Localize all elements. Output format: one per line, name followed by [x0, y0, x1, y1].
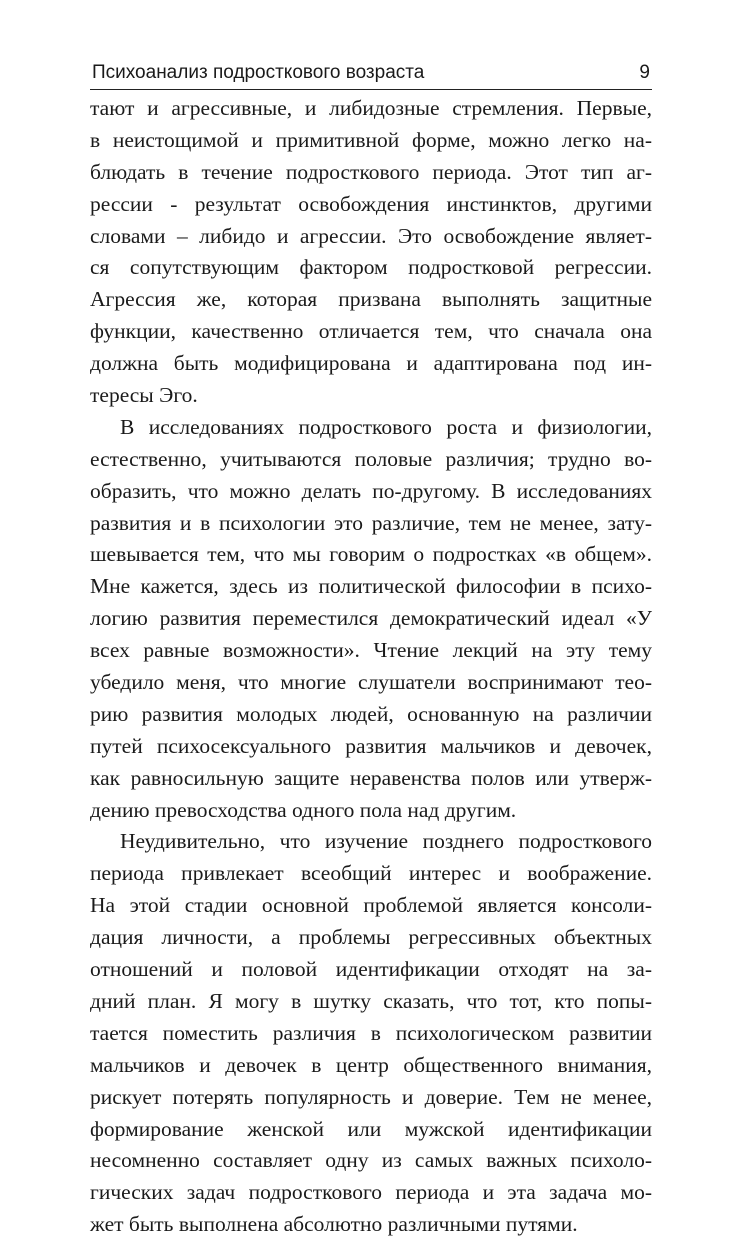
- text-line: жет быть выполнена абсолютно различными путями.: [90, 1212, 578, 1237]
- text-line: естественно, учитываются половые различия; трудно во-: [90, 446, 652, 471]
- text-line: На этой стадии основной проблемой является консоли-: [90, 893, 652, 918]
- text-line: как равносильную защите неравенства полов или утверж-: [90, 765, 652, 790]
- text-line: образить, что можно делать по-другому. В исследованиях: [90, 478, 652, 503]
- text-line: отношений и половой идентификации отходят на за-: [90, 957, 652, 982]
- text-line: рессии - результат освобождения инстинктов, другими: [90, 191, 652, 216]
- text-line: путей психосексуального развития мальчиков и девочек,: [90, 733, 652, 758]
- text-line: дация личности, а проблемы регрессивных объектных: [90, 925, 652, 950]
- text-line: словами – либидо и агрессии. Это освобождение являет-: [90, 223, 652, 248]
- text-line: Неудивительно, что изучение позднего подросткового: [120, 829, 652, 854]
- text-line: шевывается тем, что мы говорим о подростках «в общем».: [90, 542, 652, 567]
- paragraph: [90, 93, 652, 412]
- page-number: 9: [639, 62, 650, 83]
- text-line: функции, качественно отличается тем, что сначала она: [90, 319, 652, 344]
- text-line: гических задач подросткового периода и эта задача мо-: [90, 1180, 652, 1205]
- text-line: в неистощимой и примитивной форме, можно легко на-: [90, 127, 652, 152]
- text-line: развития и в психологии это различие, тем не менее, зату-: [90, 510, 652, 535]
- header-rule: [90, 89, 652, 90]
- text-line: убедило меня, что многие слушатели воспринимают тео-: [90, 670, 652, 695]
- text-line: В исследованиях подросткового роста и физиологии,: [120, 414, 652, 439]
- text-line: формирование женской или мужской идентификации: [90, 1116, 652, 1141]
- text-line: тересы Эго.: [90, 383, 198, 408]
- running-title: Психоанализ подросткового возраста: [92, 62, 425, 83]
- text-line: периода привлекает всеобщий интерес и воображение.: [90, 861, 652, 886]
- text-line: тают и агрессивные, и либидозные стремления. Первые,: [90, 96, 652, 120]
- text-line: тается поместить различия в психологическом развитии: [90, 1020, 652, 1045]
- text-line: рискует потерять популярность и доверие. Тем не менее,: [90, 1084, 652, 1109]
- text-line: всех равные возможности». Чтение лекций на эту тему: [90, 638, 652, 663]
- text-line: дению превосходства одного пола над другим.: [90, 797, 517, 822]
- paragraph: [90, 826, 652, 1241]
- paragraph: [90, 412, 652, 827]
- text-line: логию развития переместился демократический идеал «У: [90, 606, 652, 631]
- body-text: [90, 93, 652, 1241]
- text-line: Агрессия же, которая призвана выполнять защитные: [90, 287, 652, 312]
- text-line: мальчиков и девочек в центр общественного внимания,: [90, 1052, 652, 1077]
- text-line: ся сопутствующим фактором подростковой регрессии.: [90, 255, 652, 280]
- text-line: Мне кажется, здесь из политической философии в психо-: [90, 574, 652, 599]
- text-line: дний план. Я могу в шутку сказать, что тот, кто попы-: [90, 988, 652, 1013]
- running-head: [90, 62, 652, 90]
- text-line: несомненно составляет одну из самых важных психоло-: [90, 1148, 652, 1173]
- text-line: блюдать в течение подросткового периода. Этот тип аг-: [90, 159, 652, 184]
- text-line: должна быть модифицирована и адаптирована под ин-: [90, 351, 652, 376]
- text-line: рию развития молодых людей, основанную на различии: [90, 701, 652, 726]
